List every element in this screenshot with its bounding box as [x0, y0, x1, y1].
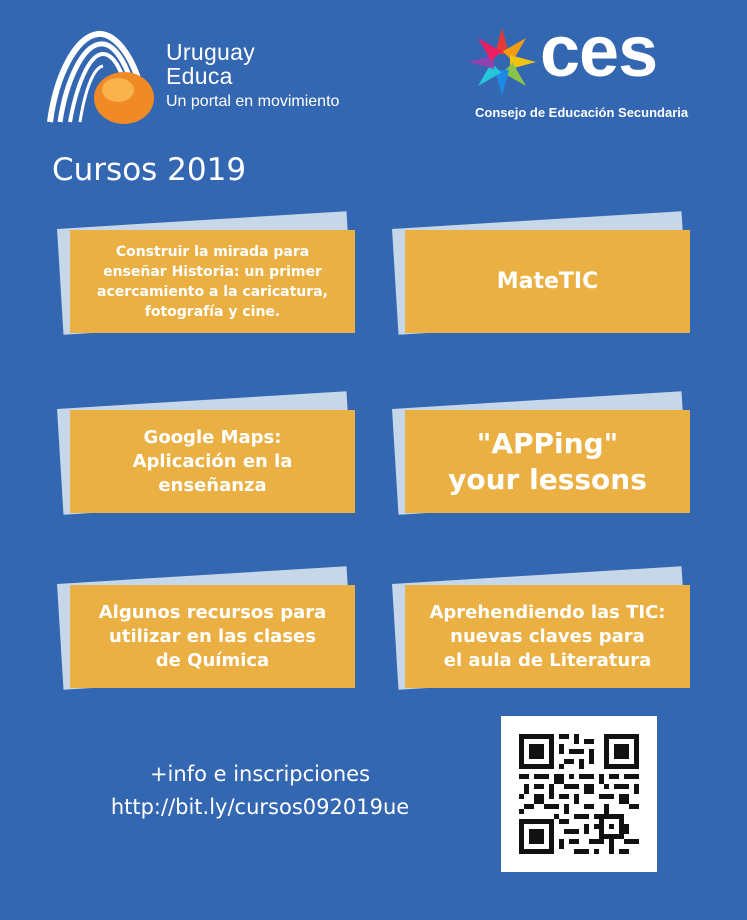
- course-card: [405, 410, 690, 513]
- course-label: Algunos recursos para utilizar en las clases de Química: [70, 585, 355, 688]
- ces-name: ces: [540, 12, 658, 92]
- ces-logo: [466, 12, 706, 126]
- page-title: Cursos 2019: [52, 152, 247, 188]
- uruguay-educa-logo: [46, 26, 366, 126]
- course-card: [70, 230, 355, 333]
- uruguay-educa-name-line2: Educa: [166, 63, 233, 89]
- course-label: Aprehendiendo las TIC: nuevas claves para el aula de Literatura: [405, 585, 690, 688]
- course-label: "APPing" your lessons: [405, 410, 690, 513]
- uruguay-educa-name-line1: Uruguay: [166, 39, 256, 65]
- course-card: [70, 410, 355, 513]
- course-card: [70, 585, 355, 688]
- course-label: Construir la mirada para enseñar Historia: un primer acercamiento a la caricatura, fotografía y cine.: [70, 230, 355, 333]
- course-card: [405, 230, 690, 333]
- info-block: [60, 758, 460, 824]
- ces-star-people-icon: [466, 26, 538, 98]
- ces-subtitle: Consejo de Educación Secundaria: [475, 105, 689, 120]
- info-text: +info e inscripciones: [149, 762, 371, 786]
- qr-code[interactable]: [501, 716, 657, 872]
- course-card: [405, 585, 690, 688]
- info-link[interactable]: http://bit.ly/cursos092019ue: [110, 795, 410, 819]
- uruguay-educa-logo-icon: [46, 26, 156, 126]
- course-label: Google Maps: Aplicación en la enseñanza: [70, 410, 355, 513]
- uruguay-educa-tagline: Un portal en movimiento: [166, 93, 340, 110]
- qr-code-icon: [519, 734, 639, 854]
- course-label: MateTIC: [405, 230, 690, 333]
